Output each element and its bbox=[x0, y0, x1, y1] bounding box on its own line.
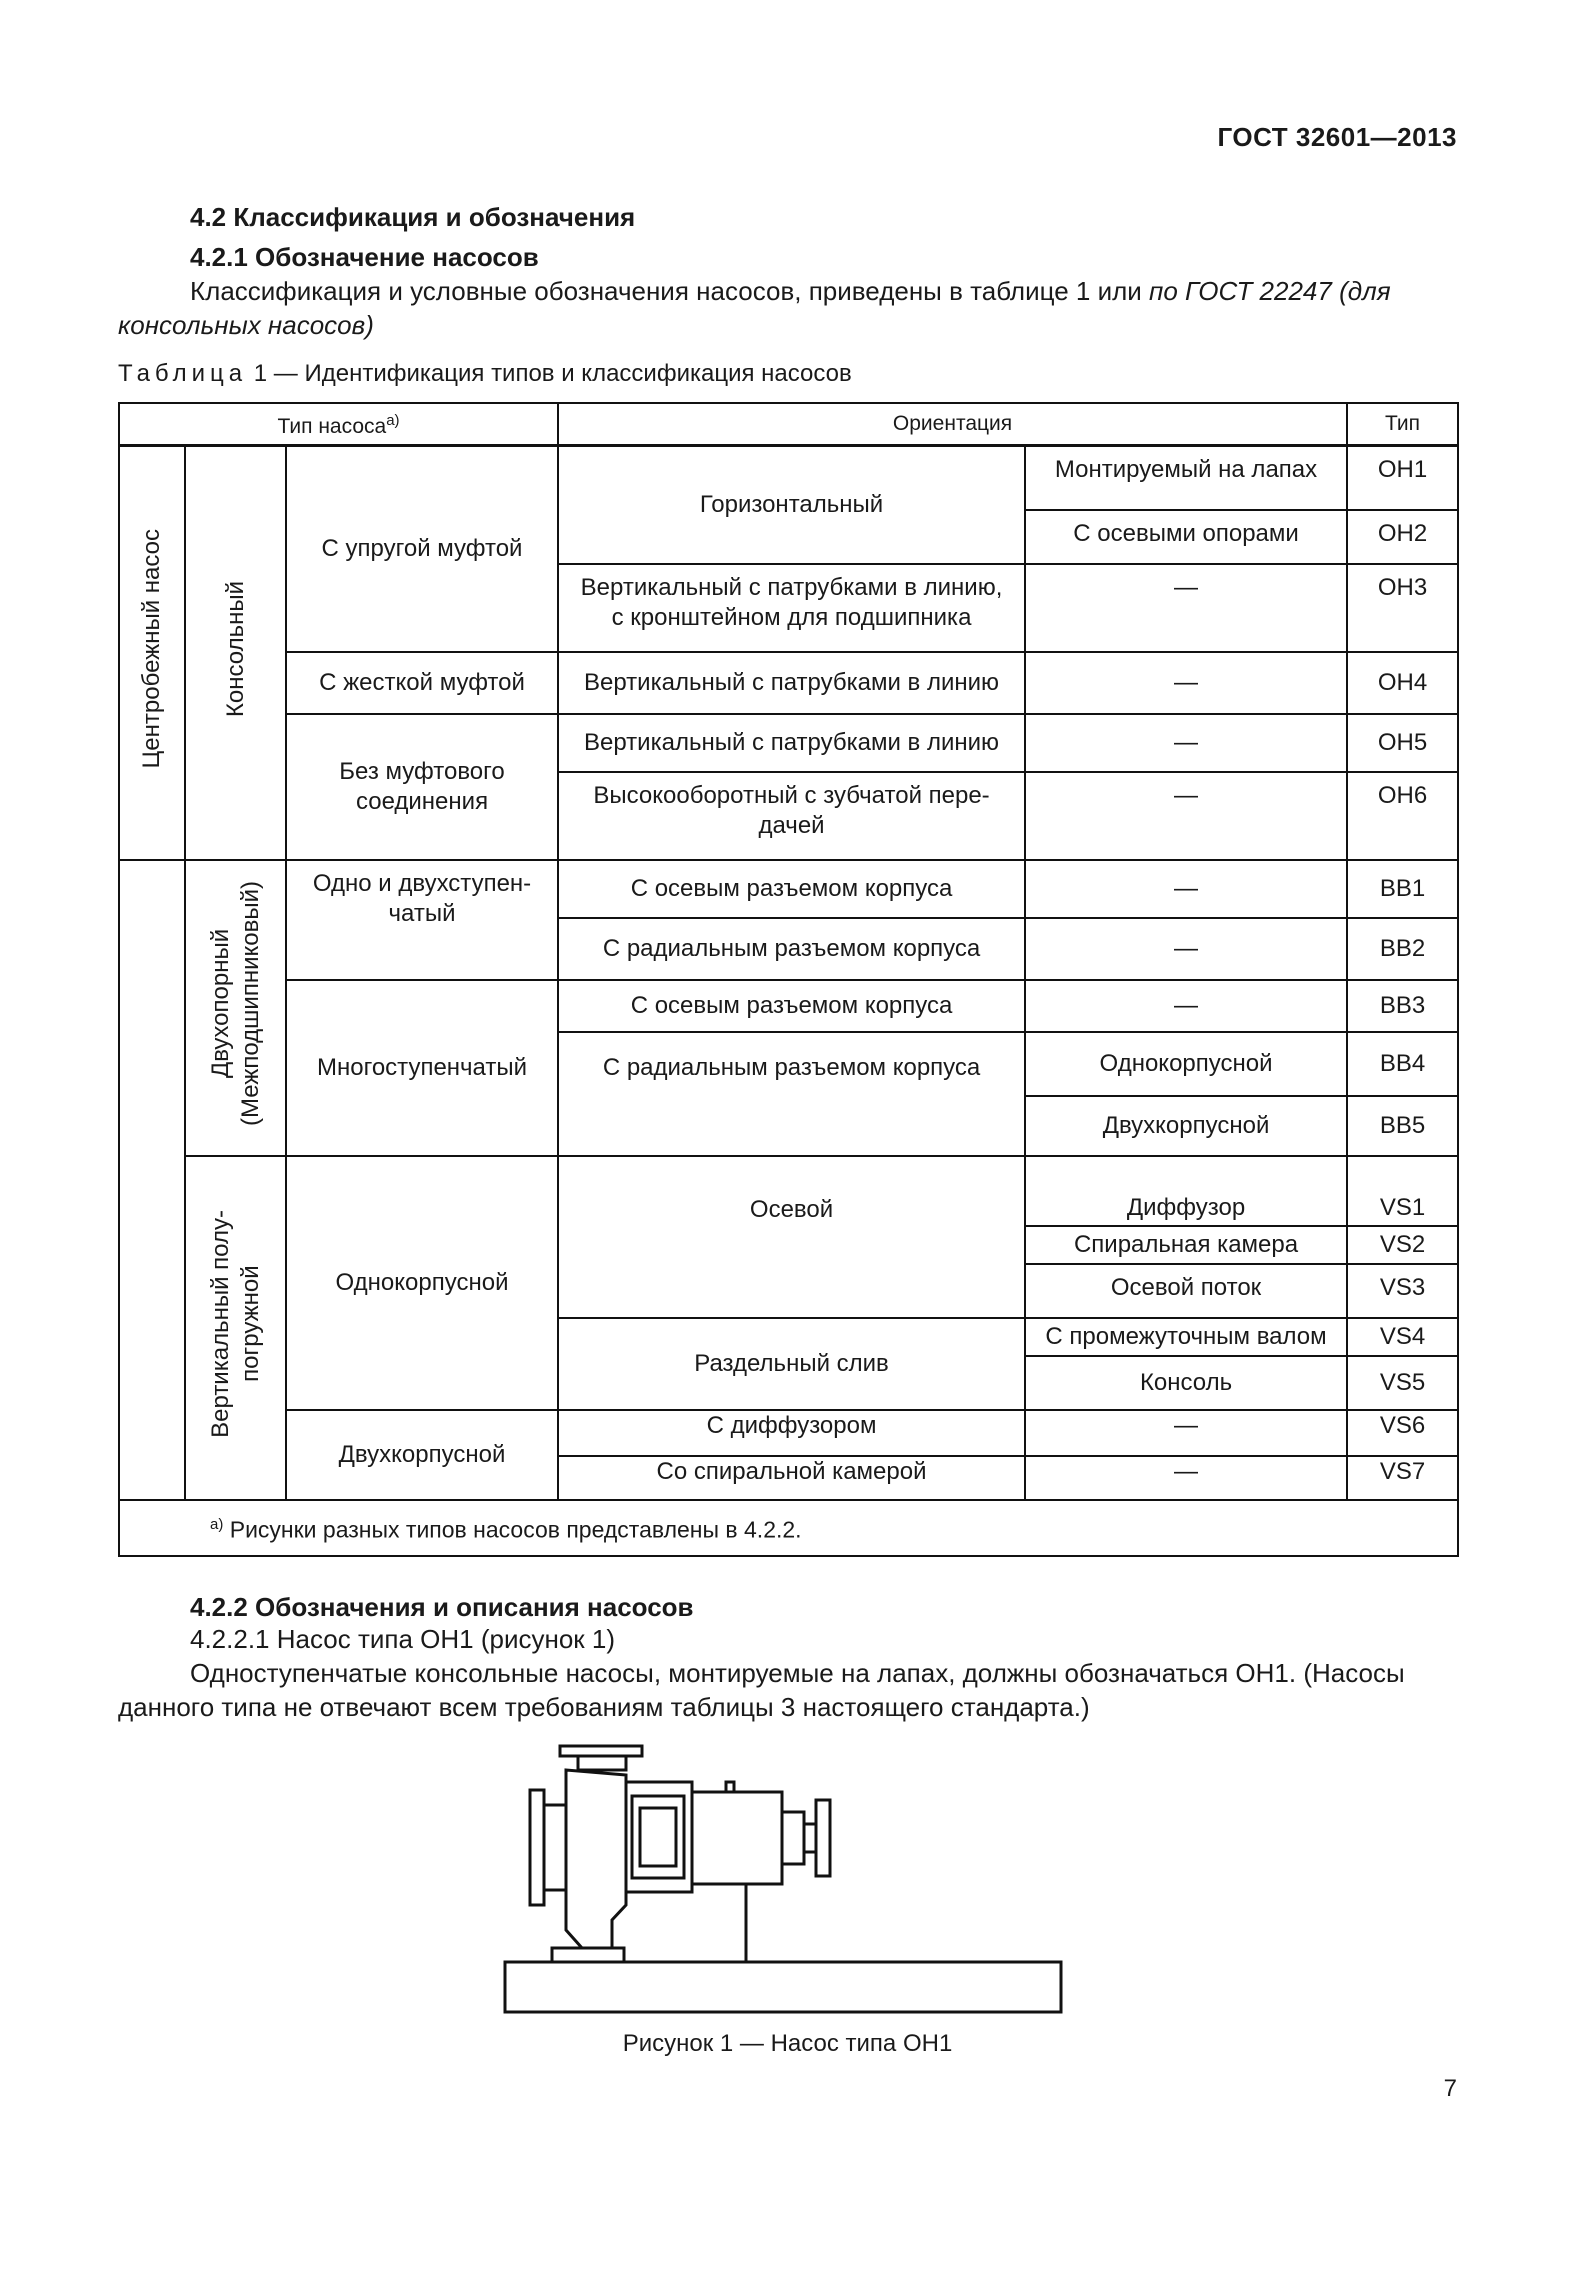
oh1-paragraph-line-1: Одноступенчатые консольные насосы, монтируемые на лапах, должны обозначаться ОН1. (Насосы bbox=[190, 1658, 1405, 1688]
group-console: Консольный bbox=[185, 446, 286, 860]
section-title: 4.2 Классификация и обозначения bbox=[190, 202, 636, 232]
dash: — bbox=[1025, 714, 1347, 772]
code-bb5: ВВ5 bbox=[1347, 1096, 1458, 1156]
row-vertical-bracket: Вертикальный с патрубками в линию, с кронштейном для подшипника bbox=[558, 564, 1025, 652]
intro-paragraph-line-2: консольных насосов) bbox=[118, 310, 374, 340]
code-vs7: VS7 bbox=[1347, 1456, 1458, 1500]
page-number: 7 bbox=[1443, 2075, 1457, 2102]
table-row bbox=[119, 1156, 1458, 1226]
base-plate bbox=[505, 1962, 1061, 2012]
code-vs3: VS3 bbox=[1347, 1264, 1458, 1318]
row-double-casing-vertical: Двухкорпусной bbox=[286, 1410, 558, 1500]
header-orientation: Ориентация bbox=[558, 403, 1347, 446]
table-caption-text: 1 — Идентификация типов и классификация насосов bbox=[253, 360, 852, 387]
intro-text: Классификация и условные обозначения насосов, приведены в таблице 1 или bbox=[190, 276, 1150, 306]
table-row bbox=[119, 980, 1458, 1032]
row-double-casing: Двухкорпусной bbox=[1025, 1096, 1347, 1156]
code-bb2: ВВ2 bbox=[1347, 918, 1458, 980]
dash: — bbox=[1025, 772, 1347, 860]
row-radial-split: С радиальным разъемом корпуса bbox=[558, 918, 1025, 980]
table-row bbox=[119, 652, 1458, 714]
code-bb1: ВВ1 bbox=[1347, 860, 1458, 918]
dash: — bbox=[1025, 980, 1347, 1032]
code-vs5: VS5 bbox=[1347, 1356, 1458, 1410]
row-axial: Осевой bbox=[558, 1156, 1025, 1318]
suction-flange bbox=[530, 1790, 544, 1905]
row-foot-mounted: Монтируемый на лапах bbox=[1025, 446, 1347, 510]
pump-casing bbox=[566, 1770, 626, 1948]
row-with-volute: Со спиральной камерой bbox=[558, 1456, 1025, 1500]
subsection-title: 4.2.1 Обозначение насосов bbox=[190, 242, 539, 272]
motor-end-flange bbox=[816, 1800, 830, 1876]
row-no-coupling: Без муфтового соединения bbox=[286, 714, 558, 860]
header-code: Тип bbox=[1347, 403, 1458, 446]
code-oh2: ОН2 bbox=[1347, 510, 1458, 564]
code-oh5: ОН5 bbox=[1347, 714, 1458, 772]
dash: — bbox=[1025, 860, 1347, 918]
row-cantilever: Консоль bbox=[1025, 1356, 1347, 1410]
code-oh4: ОН4 bbox=[1347, 652, 1458, 714]
pump-classification-table bbox=[118, 402, 1459, 1557]
row-high-speed: Высокооборотный с зубчатой пере- дачей bbox=[558, 772, 1025, 860]
table-row bbox=[119, 1410, 1458, 1456]
code-oh6: ОН6 bbox=[1347, 772, 1458, 860]
row-separate-discharge: Раздельный слив bbox=[558, 1318, 1025, 1410]
section-4-2-2-title: 4.2.2 Обозначения и описания насосов bbox=[190, 1592, 694, 1622]
code-oh1: ОН1 bbox=[1347, 446, 1458, 510]
row-horizontal: Горизонтальный bbox=[558, 446, 1025, 564]
code-vs4: VS4 bbox=[1347, 1318, 1458, 1356]
intro-reference: по ГОСТ 22247 (для bbox=[1149, 276, 1391, 306]
intro-paragraph-line-1 bbox=[190, 274, 1391, 308]
table-caption bbox=[118, 360, 852, 388]
motor bbox=[692, 1792, 782, 1884]
header-pump-type: Тип насоса$^{а)}$ bbox=[119, 403, 558, 446]
dash: — bbox=[1025, 564, 1347, 652]
section-4-2-2-1-title: 4.2.2.1 Насос типа ОН1 (рисунок 1) bbox=[190, 1624, 616, 1654]
table-row bbox=[119, 860, 1458, 918]
code-bb3: ВВ3 bbox=[1347, 980, 1458, 1032]
group-between-label: Двухопорный (Межподшипниковый) bbox=[206, 880, 264, 1127]
group-between-bearings bbox=[185, 860, 286, 1156]
row-one-two-stage: Одно и двухступен- чатый bbox=[286, 860, 558, 980]
bearing-frame bbox=[626, 1782, 692, 1892]
table-footnote-row bbox=[119, 1500, 1458, 1556]
pump-foot bbox=[552, 1948, 624, 1962]
row-with-diffuser: С диффузором bbox=[558, 1410, 1025, 1456]
oh1-paragraph-line-2: данного типа не отвечают всем требованиям таблицы 3 настоящего стандарта.) bbox=[118, 1692, 1090, 1722]
code-vs1: VS1 bbox=[1347, 1156, 1458, 1226]
dash: — bbox=[1025, 1456, 1347, 1500]
table-footnote: $^{а)}$ Рисунки разных типов насосов представлены в 4.2.2. bbox=[119, 1500, 1458, 1556]
table-header-row bbox=[119, 403, 1458, 446]
code-vs6: VS6 bbox=[1347, 1410, 1458, 1456]
row-rigid-coupling: С жесткой муфтой bbox=[286, 652, 558, 714]
dash: — bbox=[1025, 918, 1347, 980]
row-diffuser: Диффузор bbox=[1025, 1156, 1347, 1226]
group-centrifugal-continued bbox=[119, 860, 185, 1500]
row-radial-split-2: С радиальным разъемом корпуса bbox=[558, 1032, 1025, 1156]
group-vertical-label: Вертикальный полу- погружной bbox=[206, 1209, 264, 1438]
code-oh3: ОН3 bbox=[1347, 564, 1458, 652]
row-axial-supports: С осевыми опорами bbox=[1025, 510, 1347, 564]
code-vs2: VS2 bbox=[1347, 1226, 1458, 1264]
table-row bbox=[119, 714, 1458, 772]
row-vertical-inline: Вертикальный с патрубками в линию bbox=[558, 652, 1025, 714]
dash: — bbox=[1025, 652, 1347, 714]
table-caption-label: Таблица bbox=[118, 360, 248, 387]
row-multistage: Многоступенчатый bbox=[286, 980, 558, 1156]
group-vertical-suspended bbox=[185, 1156, 286, 1500]
group-centrifugal: Центробежный насос bbox=[119, 446, 185, 860]
dash: — bbox=[1025, 1410, 1347, 1456]
row-axial-split-2: С осевым разъемом корпуса bbox=[558, 980, 1025, 1032]
figure-caption: Рисунок 1 — Насос типа ОН1 bbox=[622, 2030, 953, 2057]
row-axial-split: С осевым разъемом корпуса bbox=[558, 860, 1025, 918]
oh1-pump-drawing bbox=[500, 1730, 1070, 2020]
table-row bbox=[119, 446, 1458, 510]
row-single-casing-vertical: Однокорпусной bbox=[286, 1156, 558, 1410]
row-axial-flow: Осевой поток bbox=[1025, 1264, 1347, 1318]
code-bb4: ВВ4 bbox=[1347, 1032, 1458, 1096]
row-elastic-coupling: С упругой муфтой bbox=[286, 446, 558, 652]
row-single-casing: Однокорпусной bbox=[1025, 1032, 1347, 1096]
standard-code: ГОСТ 32601—2013 bbox=[1217, 122, 1457, 152]
row-volute: Спиральная камера bbox=[1025, 1226, 1347, 1264]
row-lineshaft: С промежуточным валом bbox=[1025, 1318, 1347, 1356]
row-vertical-inline-2: Вертикальный с патрубками в линию bbox=[558, 714, 1025, 772]
